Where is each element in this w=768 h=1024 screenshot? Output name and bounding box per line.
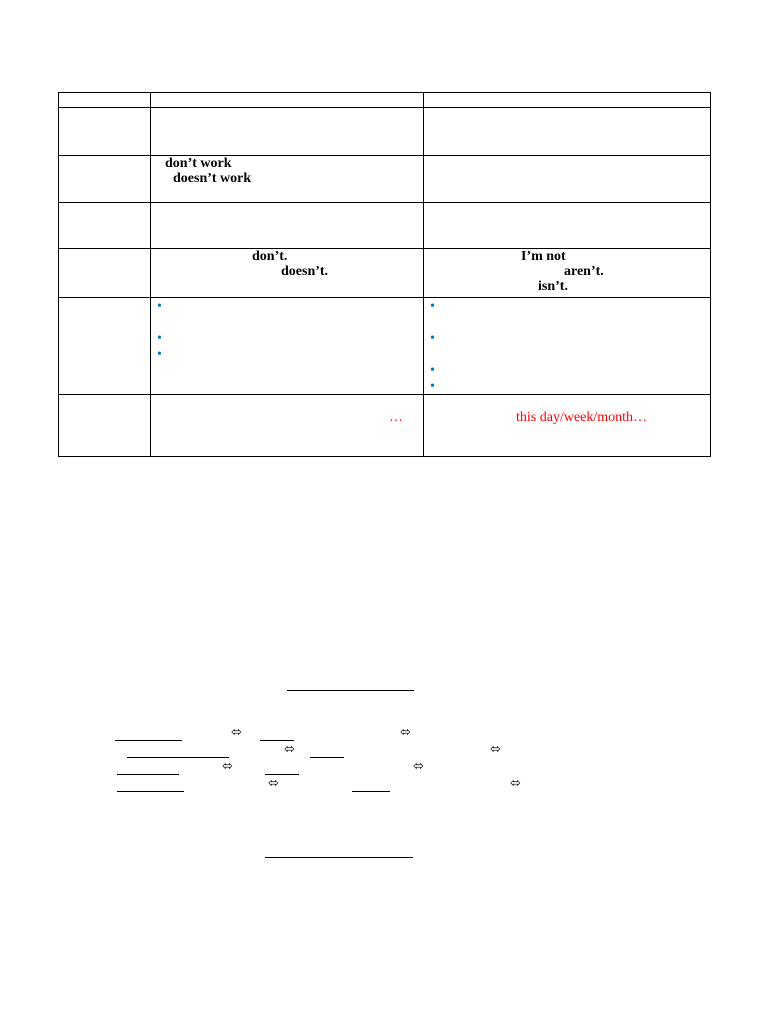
table-cell bbox=[151, 395, 424, 457]
table-cell bbox=[151, 298, 424, 395]
table-row-uses bbox=[59, 298, 711, 395]
table-cell bbox=[424, 298, 711, 395]
title-underline bbox=[265, 857, 413, 858]
table-cell bbox=[424, 395, 711, 457]
short-answer-arent: aren’t. bbox=[564, 264, 604, 279]
table-cell bbox=[424, 93, 711, 108]
table-row bbox=[59, 203, 711, 249]
double-arrow-icon: ⬄ bbox=[490, 742, 501, 757]
table-cell bbox=[151, 249, 424, 298]
double-arrow-icon: ⬄ bbox=[268, 776, 279, 791]
short-answer-im-not: I’m not bbox=[521, 249, 566, 264]
double-arrow-icon: ⬄ bbox=[400, 725, 411, 740]
negative-form-singular: doesn’t work bbox=[173, 171, 252, 186]
short-answer-isnt: isn’t. bbox=[538, 279, 568, 294]
bullet-icon: • bbox=[157, 331, 162, 346]
answer-blank bbox=[352, 791, 390, 792]
bullet-icon: • bbox=[430, 331, 435, 346]
bullet-icon: • bbox=[430, 363, 435, 378]
bullet-icon: • bbox=[430, 299, 435, 314]
answer-blank bbox=[117, 774, 179, 775]
double-arrow-icon: ⬄ bbox=[222, 759, 233, 774]
answer-blank bbox=[260, 740, 294, 741]
bullet-icon: • bbox=[157, 299, 162, 314]
table-row-negative bbox=[59, 156, 711, 203]
table-cell bbox=[424, 249, 711, 298]
answer-blank bbox=[127, 757, 229, 758]
table-cell bbox=[151, 93, 424, 108]
double-arrow-icon: ⬄ bbox=[284, 742, 295, 757]
grammar-comparison-table bbox=[58, 92, 711, 457]
table-cell bbox=[424, 156, 711, 203]
answer-blank bbox=[310, 757, 344, 758]
table-cell bbox=[59, 249, 151, 298]
short-answer-doesnt: doesn’t. bbox=[281, 264, 329, 279]
table-cell bbox=[151, 156, 424, 203]
table-cell bbox=[59, 298, 151, 395]
table-cell bbox=[424, 108, 711, 156]
bullet-icon: • bbox=[430, 379, 435, 394]
double-arrow-icon: ⬄ bbox=[510, 776, 521, 791]
time-expression-ellipsis: … bbox=[389, 410, 403, 425]
time-expression-continuous: this day/week/month… bbox=[516, 410, 648, 425]
table-row-short-answers bbox=[59, 249, 711, 298]
double-arrow-icon: ⬄ bbox=[413, 759, 424, 774]
table-cell bbox=[59, 108, 151, 156]
table-cell bbox=[424, 203, 711, 249]
bullet-icon: • bbox=[157, 347, 162, 362]
table-row bbox=[59, 108, 711, 156]
table-cell bbox=[151, 108, 424, 156]
short-answer-dont: don’t. bbox=[252, 249, 288, 264]
table-cell bbox=[59, 203, 151, 249]
table-row bbox=[59, 93, 711, 108]
answer-blank bbox=[265, 774, 299, 775]
answer-blank bbox=[117, 791, 184, 792]
title-underline bbox=[287, 690, 414, 691]
table-cell bbox=[59, 395, 151, 457]
table-cell bbox=[59, 93, 151, 108]
double-arrow-icon: ⬄ bbox=[231, 725, 242, 740]
table-cell bbox=[151, 203, 424, 249]
answer-blank bbox=[115, 740, 182, 741]
table-cell bbox=[59, 156, 151, 203]
table-row-time-expressions bbox=[59, 395, 711, 457]
negative-form-plural: don’t work bbox=[165, 156, 232, 171]
